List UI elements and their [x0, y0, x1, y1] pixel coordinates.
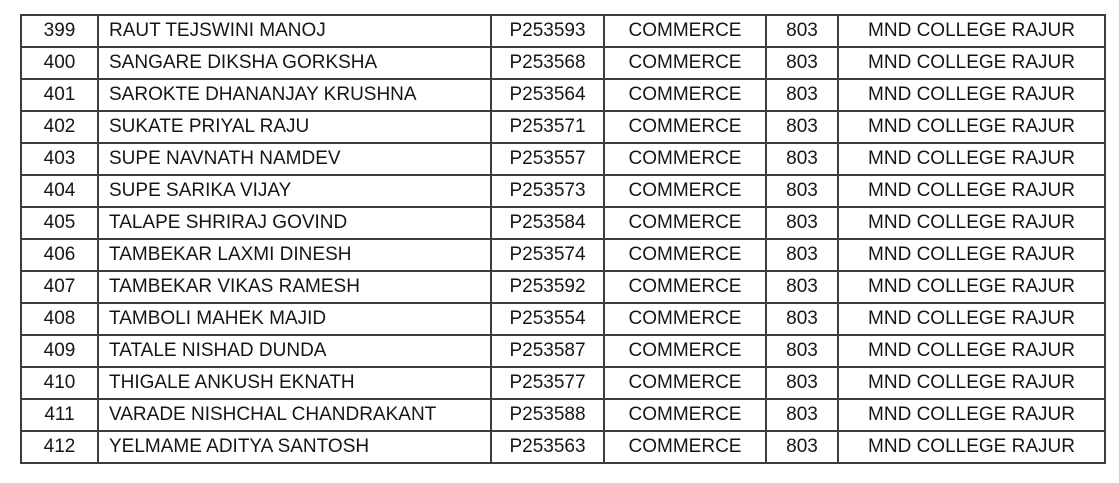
- student-row: [21, 431, 1105, 463]
- cell-college-name: MND COLLEGE RAJUR: [838, 239, 1105, 271]
- cell-seat-number: P253587: [491, 335, 604, 367]
- cell-stream: COMMERCE: [604, 303, 766, 335]
- student-row: [21, 303, 1105, 335]
- cell-stream: COMMERCE: [604, 175, 766, 207]
- cell-seat-number: P253554: [491, 303, 604, 335]
- cell-seat-number: P253588: [491, 399, 604, 431]
- cell-stream: COMMERCE: [604, 79, 766, 111]
- cell-center-code: 803: [766, 15, 838, 47]
- cell-serial-number: 409: [21, 335, 98, 367]
- cell-college-name: MND COLLEGE RAJUR: [838, 399, 1105, 431]
- student-row: [21, 207, 1105, 239]
- cell-serial-number: 405: [21, 207, 98, 239]
- cell-student-name: VARADE NISHCHAL CHANDRAKANT: [98, 399, 491, 431]
- student-row: [21, 239, 1105, 271]
- student-row: [21, 399, 1105, 431]
- cell-stream: COMMERCE: [604, 15, 766, 47]
- student-row: [21, 15, 1105, 47]
- cell-seat-number: P253573: [491, 175, 604, 207]
- cell-stream: COMMERCE: [604, 47, 766, 79]
- cell-seat-number: P253574: [491, 239, 604, 271]
- student-row: [21, 111, 1105, 143]
- cell-stream: COMMERCE: [604, 431, 766, 463]
- cell-college-name: MND COLLEGE RAJUR: [838, 111, 1105, 143]
- cell-seat-number: P253577: [491, 367, 604, 399]
- cell-serial-number: 407: [21, 271, 98, 303]
- cell-seat-number: P253568: [491, 47, 604, 79]
- student-row: [21, 175, 1105, 207]
- cell-stream: COMMERCE: [604, 143, 766, 175]
- cell-stream: COMMERCE: [604, 271, 766, 303]
- cell-student-name: SAROKTE DHANANJAY KRUSHNA: [98, 79, 491, 111]
- cell-seat-number: P253592: [491, 271, 604, 303]
- cell-seat-number: P253563: [491, 431, 604, 463]
- cell-student-name: SUPE SARIKA VIJAY: [98, 175, 491, 207]
- cell-serial-number: 411: [21, 399, 98, 431]
- cell-serial-number: 401: [21, 79, 98, 111]
- cell-center-code: 803: [766, 335, 838, 367]
- cell-college-name: MND COLLEGE RAJUR: [838, 207, 1105, 239]
- cell-seat-number: P253557: [491, 143, 604, 175]
- cell-serial-number: 402: [21, 111, 98, 143]
- cell-center-code: 803: [766, 239, 838, 271]
- cell-center-code: 803: [766, 111, 838, 143]
- cell-center-code: 803: [766, 79, 838, 111]
- cell-serial-number: 406: [21, 239, 98, 271]
- cell-student-name: SUKATE PRIYAL RAJU: [98, 111, 491, 143]
- cell-stream: COMMERCE: [604, 239, 766, 271]
- cell-serial-number: 403: [21, 143, 98, 175]
- cell-student-name: TAMBEKAR VIKAS RAMESH: [98, 271, 491, 303]
- cell-center-code: 803: [766, 175, 838, 207]
- cell-seat-number: P253564: [491, 79, 604, 111]
- student-row: [21, 367, 1105, 399]
- cell-seat-number: P253584: [491, 207, 604, 239]
- cell-college-name: MND COLLEGE RAJUR: [838, 335, 1105, 367]
- cell-center-code: 803: [766, 47, 838, 79]
- cell-college-name: MND COLLEGE RAJUR: [838, 175, 1105, 207]
- cell-stream: COMMERCE: [604, 111, 766, 143]
- cell-student-name: SANGARE DIKSHA GORKSHA: [98, 47, 491, 79]
- cell-serial-number: 412: [21, 431, 98, 463]
- cell-stream: COMMERCE: [604, 399, 766, 431]
- cell-college-name: MND COLLEGE RAJUR: [838, 367, 1105, 399]
- student-row: [21, 271, 1105, 303]
- cell-student-name: TATALE NISHAD DUNDA: [98, 335, 491, 367]
- cell-student-name: RAUT TEJSWINI MANOJ: [98, 15, 491, 47]
- cell-serial-number: 399: [21, 15, 98, 47]
- student-row: [21, 79, 1105, 111]
- cell-college-name: MND COLLEGE RAJUR: [838, 79, 1105, 111]
- students-table: [20, 14, 1106, 464]
- cell-college-name: MND COLLEGE RAJUR: [838, 431, 1105, 463]
- student-row: [21, 47, 1105, 79]
- cell-college-name: MND COLLEGE RAJUR: [838, 143, 1105, 175]
- cell-stream: COMMERCE: [604, 367, 766, 399]
- cell-seat-number: P253571: [491, 111, 604, 143]
- cell-student-name: THIGALE ANKUSH EKNATH: [98, 367, 491, 399]
- cell-student-name: TAMBOLI MAHEK MAJID: [98, 303, 491, 335]
- cell-student-name: SUPE NAVNATH NAMDEV: [98, 143, 491, 175]
- cell-center-code: 803: [766, 367, 838, 399]
- cell-student-name: YELMAME ADITYA SANTOSH: [98, 431, 491, 463]
- cell-student-name: TALAPE SHRIRAJ GOVIND: [98, 207, 491, 239]
- cell-college-name: MND COLLEGE RAJUR: [838, 15, 1105, 47]
- cell-center-code: 803: [766, 271, 838, 303]
- student-row: [21, 143, 1105, 175]
- cell-college-name: MND COLLEGE RAJUR: [838, 271, 1105, 303]
- cell-student-name: TAMBEKAR LAXMI DINESH: [98, 239, 491, 271]
- student-row: [21, 335, 1105, 367]
- cell-center-code: 803: [766, 431, 838, 463]
- cell-stream: COMMERCE: [604, 335, 766, 367]
- cell-serial-number: 408: [21, 303, 98, 335]
- cell-center-code: 803: [766, 143, 838, 175]
- cell-serial-number: 410: [21, 367, 98, 399]
- cell-center-code: 803: [766, 303, 838, 335]
- cell-serial-number: 404: [21, 175, 98, 207]
- cell-center-code: 803: [766, 399, 838, 431]
- students-table-body: [21, 15, 1105, 463]
- cell-stream: COMMERCE: [604, 207, 766, 239]
- cell-center-code: 803: [766, 207, 838, 239]
- cell-college-name: MND COLLEGE RAJUR: [838, 303, 1105, 335]
- cell-seat-number: P253593: [491, 15, 604, 47]
- cell-college-name: MND COLLEGE RAJUR: [838, 47, 1105, 79]
- cell-serial-number: 400: [21, 47, 98, 79]
